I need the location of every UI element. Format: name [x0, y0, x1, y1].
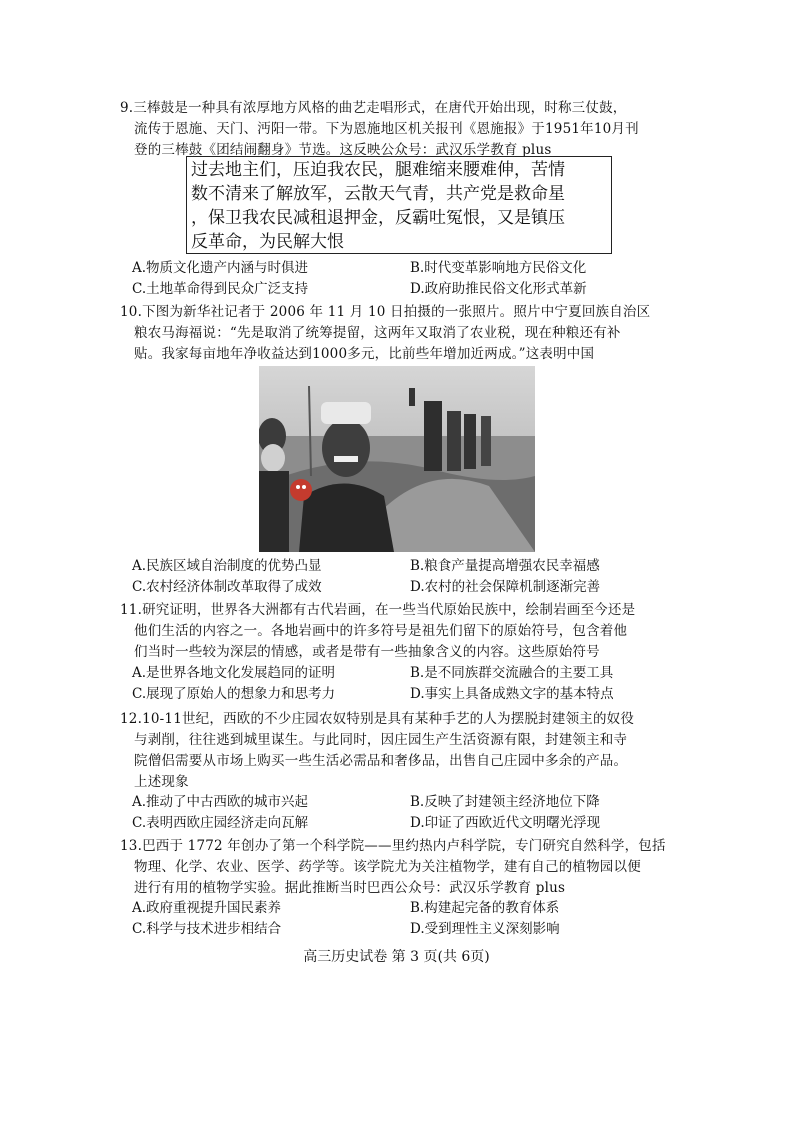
question-9-line: 流传于恩施、天门、沔阳一带。下为恩施地区机关报刊《恩施报》于1951年10月刊	[134, 121, 639, 137]
question-13-line: 进行有用的植物学实验。据此推断当时巴西公众号：武汉乐学教育 plus	[134, 880, 566, 896]
question-9-verse-box	[186, 156, 612, 254]
option-a: A.是世界各地文化发展趋同的证明	[132, 665, 336, 681]
question-13-line: 13.巴西于 1772 年创办了第一个科学院——里约热内卢科学院，专门研究自然科学，包括	[120, 838, 666, 854]
option-c: C.科学与技术进步相结合	[132, 921, 282, 937]
question-12-line: 与剥削，往往逃到城里谋生。与此同时，因庄园生产生活资源有限，封建领主和寺	[134, 732, 628, 748]
option-a: A.民族区域自治制度的优势凸显	[132, 558, 322, 574]
option-c: C.农村经济体制改革取得了成效	[132, 579, 322, 595]
option-b: B.反映了封建领主经济地位下降	[410, 794, 600, 810]
option-a: A.政府重视提升国民素养	[132, 900, 282, 916]
option-a: A.物质文化遗产内涵与时俱进	[132, 260, 309, 276]
verse-line: 数不清来了解放军，云散天气青，共产党是救命星	[191, 184, 565, 204]
verse-line: 过去地主们，压迫我农民，腿难缩来腰难伸，苦情	[191, 160, 565, 180]
option-d: D.印证了西欧近代文明曙光浮现	[410, 815, 601, 831]
question-10-line: 贴。我家每亩地年净收益达到1000多元，比前些年增加近两成。”这表明中国	[134, 346, 595, 362]
question-12-options	[132, 792, 692, 834]
question-10-stem	[120, 302, 680, 365]
farmer-photo-illustration	[259, 366, 535, 552]
question-13-options	[132, 898, 692, 940]
question-12-line: 上述现象	[134, 774, 189, 790]
option-d: D.农村的社会保障机制逐渐完善	[410, 579, 601, 595]
question-12-line: 院僧侣需要从市场上购买一些生活必需品和奢侈品，出售自己庄园中多余的产品。	[134, 753, 628, 769]
option-c: C.表明西欧庄园经济走向瓦解	[132, 815, 309, 831]
question-11-line: 们当时一些较为深层的情感，或者是带有一些抽象含义的内容。这些原始符号	[134, 644, 600, 660]
question-13-line: 物理、化学、农业、医学、药学等。该学院尤为关注植物学，建有自己的植物园以便	[134, 859, 641, 875]
question-12-stem	[120, 709, 680, 793]
page-footer: 高三历史试卷 第 3 页(共 6页)	[303, 949, 490, 965]
option-b: B.是不同族群交流融合的主要工具	[410, 665, 614, 681]
verse-line: ，保卫我农民减租退押金，反霸吐冤恨，又是镇压	[191, 208, 565, 228]
option-b: B.粮食产量提高增强农民幸福感	[410, 558, 600, 574]
option-d: D.事实上具备成熟文字的基本特点	[410, 686, 614, 702]
question-11-line: 11.研究证明，世界各大洲都有古代岩画，在一些当代原始民族中，绘制岩画至今还是	[120, 602, 636, 618]
option-b: B.时代变革影响地方民俗文化	[410, 260, 587, 276]
option-a: A.推动了中古西欧的城市兴起	[132, 794, 309, 810]
question-10-line: 粮农马海福说：“先是取消了统筹提留，这两年又取消了农业税，现在种粮还有补	[134, 325, 621, 341]
option-c: C.展现了原始人的想象力和思考力	[132, 686, 336, 702]
question-9-line: 登的三棒鼓《团结闹翻身》节选。这反映公众号：武汉乐学教育 plus	[134, 142, 552, 158]
question-12-line: 12.10-11世纪，西欧的不少庄园农奴特别是具有某种手艺的人为摆脱封建领主的奴役	[120, 711, 635, 727]
option-d: D.政府助推民俗文化形式革新	[410, 281, 587, 297]
question-10-line: 10.下图为新华社记者于 2006 年 11 月 10 日拍摄的一张照片。照片中宁夏回族自治区	[120, 304, 651, 320]
question-11-options	[132, 663, 692, 705]
question-11-line: 他们生活的内容之一。各地岩画中的许多符号是祖先们留下的原始符号，包含着他	[134, 623, 628, 639]
option-d: D.受到理性主义深刻影响	[410, 921, 560, 937]
question-11-stem	[120, 600, 680, 663]
option-b: B.构建起完备的教育体系	[410, 900, 560, 916]
question-13-stem	[120, 836, 680, 899]
question-10-options	[132, 556, 692, 598]
farmer-photo	[259, 366, 535, 552]
option-c: C.土地革命得到民众广泛支持	[132, 281, 309, 297]
verse-line: 反革命，为民解大恨	[191, 232, 344, 252]
question-9-stem	[120, 98, 680, 161]
question-9-line: 9.三棒鼓是一种具有浓厚地方风格的曲艺走唱形式，在唐代开始出现，时称三仗鼓，	[120, 100, 627, 116]
question-9-options	[132, 258, 692, 300]
